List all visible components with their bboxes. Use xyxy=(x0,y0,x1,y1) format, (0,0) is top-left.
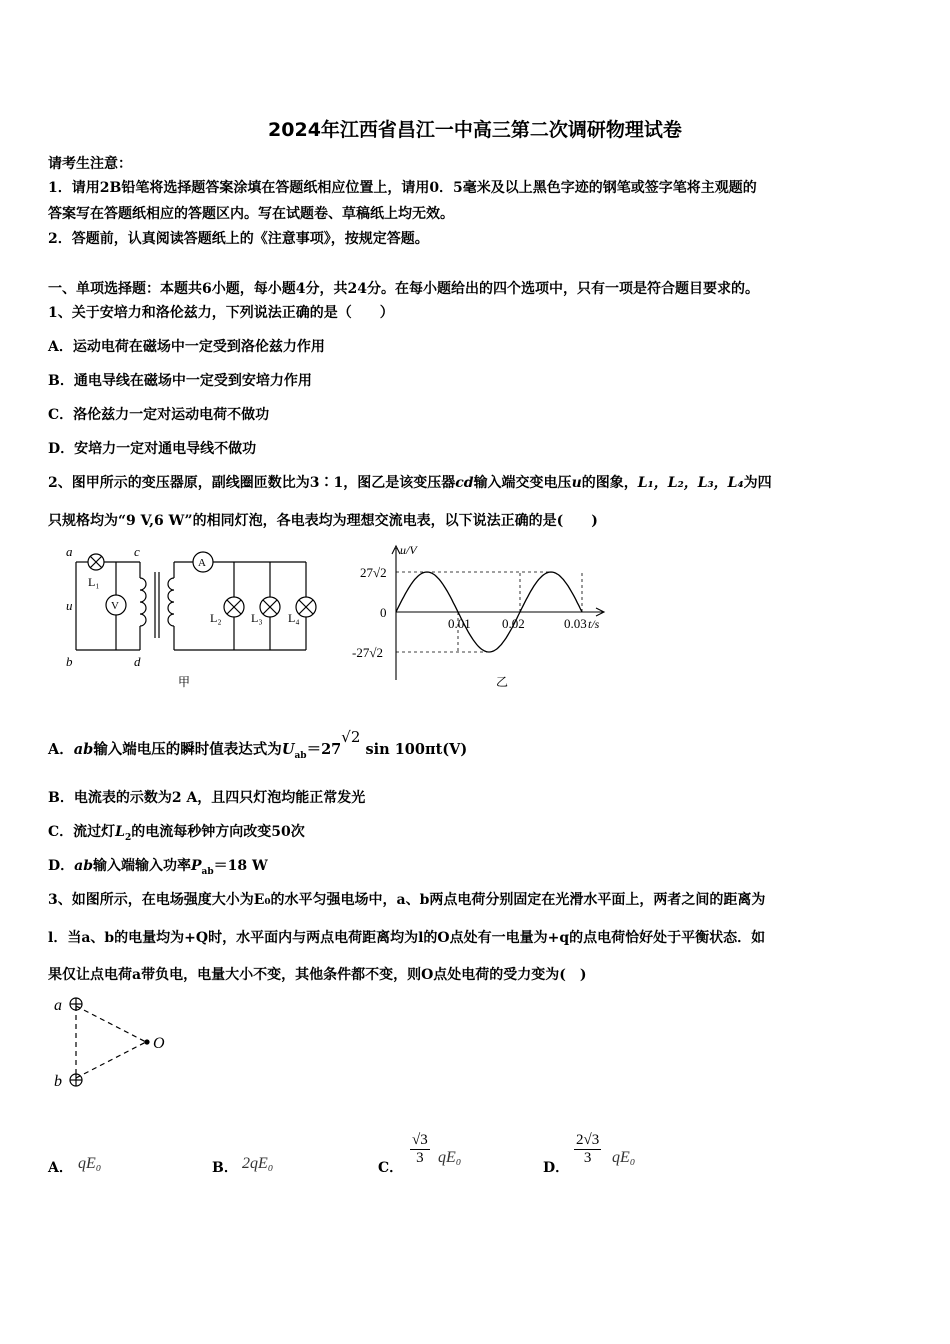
q2-stem-line-2: 只规格均为“9 V,6 W”的相同灯泡，各电表均为理想交流电表，以下说法正确的是( ) xyxy=(48,513,598,529)
q3-option-c-label: C． xyxy=(378,1160,404,1176)
origin-label: 0 xyxy=(380,605,387,620)
q2-option-c: C．流过灯$L_2$的电流每秒钟方向改变50次 xyxy=(48,824,305,843)
figure-caption-jia: 甲 xyxy=(178,675,191,689)
voltage-time-chart xyxy=(350,540,620,690)
voltmeter-label: V xyxy=(111,600,119,612)
x-tick-label: 0.02 xyxy=(502,616,525,631)
q1-option-b: B．通电导线在磁场中一定受到安培力作用 xyxy=(48,373,312,389)
transformer-circuit-diagram xyxy=(60,540,340,690)
q1-option-a: A．运动电荷在磁场中一定受到洛伦兹力作用 xyxy=(48,339,325,355)
q3-option-c-value: qE₀ xyxy=(438,1149,462,1166)
q3-option-b-label: B． xyxy=(212,1160,238,1176)
q2-stem-line-1: 2、图甲所示的变压器原，副线圈匝数比为3∶1，图乙是该变压器cd输入端交变电压u的图象，L₁，L₂，L₃，L₄为四 xyxy=(48,475,772,491)
q1-option-d: D．安培力一定对通电导线不做功 xyxy=(48,441,257,457)
notice-line-2: 2．答题前，认真阅读答题纸上的《注意事项》，按规定答题。 xyxy=(48,231,429,247)
q2-option-b: B．电流表的示数为2 A，且四只灯泡均能正常发光 xyxy=(48,790,366,806)
q1-stem: 1、关于安培力和洛伦兹力，下列说法正确的是（ ） xyxy=(48,305,394,321)
figure-caption-yi: 乙 xyxy=(496,675,509,689)
l4-label: L₄ xyxy=(288,611,300,625)
voltage-u-label: u xyxy=(66,598,73,613)
x-axis-label: t/s xyxy=(588,617,600,631)
q3-option-c-fraction: $\frac{√3}{3}$ xyxy=(412,1132,428,1166)
notice-line-1a: 1．请用2B铅笔将选择题答案涂填在答题纸相应位置上，请用0．5毫米及以上黑色字迹的钢笔或签字笔将主观题的 xyxy=(48,180,757,196)
q3-option-b-value: 2qE₀ xyxy=(242,1155,274,1172)
q2-option-a: A．ab输入端电压的瞬时值表达式为$U_{ab}=27√2$ sin 100πt(V) xyxy=(48,728,468,761)
y-tick-label: 27√2 xyxy=(360,565,387,580)
notice-line-1b: 答案写在答题纸相应的答题区内。写在试题卷、草稿纸上均无效。 xyxy=(48,206,454,222)
q3-stem-line-1: 3、如图所示，在电场强度大小为E₀的水平匀强电场中，a、b两点电荷分别固定在光滑水平面上，两者之间的距离为 xyxy=(48,892,766,908)
page-title: 2024年江西省昌江一中高三第二次调研物理试卷 xyxy=(268,119,682,141)
x-tick-label: 0.03 xyxy=(564,616,587,631)
sqrt2-symbol: √2 xyxy=(341,728,361,746)
charge-b-label: b xyxy=(54,1073,62,1090)
q3-option-a-value: qE₀ xyxy=(78,1155,102,1172)
l2-label: L₂ xyxy=(210,611,222,625)
terminal-c-label: c xyxy=(134,544,140,559)
q2-option-d: D．ab输入端输入功率$P_{ab}=18$ W xyxy=(48,858,268,877)
l1-label: L₁ xyxy=(88,575,100,589)
terminal-a-label: a xyxy=(66,544,73,559)
q1-option-c: C．洛伦兹力一定对运动电荷不做功 xyxy=(48,407,270,423)
q3-option-a-label: A． xyxy=(48,1160,73,1176)
q3-stem-line-2: l．当a、b的电量均为+Q时，水平面内与两点电荷距离均为l的O点处有一电量为+q的点电荷恰好处于平衡状态．如 xyxy=(48,930,766,946)
y-axis-label: u/V xyxy=(400,543,417,557)
section-heading: 一、单项选择题：本题共6小题，每小题4分，共24分。在每小题给出的四个选项中，只有一项是符合题目要求的。 xyxy=(48,281,759,297)
charges-triangle-diagram xyxy=(52,992,182,1092)
cd-label: cd xyxy=(455,475,474,491)
l3-label: L₃ xyxy=(251,611,263,625)
y-tick-label: -27√2 xyxy=(352,645,383,660)
ammeter-label: A xyxy=(198,557,206,569)
q3-option-d-label: D． xyxy=(543,1160,570,1176)
terminal-b-label: b xyxy=(66,654,73,669)
notice-heading: 请考生注意： xyxy=(48,156,132,172)
q3-option-d-fraction: $\frac{2√3}{3}$ xyxy=(576,1132,600,1166)
point-o-label: O xyxy=(153,1035,165,1052)
q3-option-d-value: qE₀ xyxy=(612,1149,636,1166)
q3-stem-line-3: 果仅让点电荷a带负电，电量大小不变，其他条件都不变，则O点处电荷的受力变为( ) xyxy=(48,967,587,983)
lamps-list: L₁，L₂，L₃，L₄ xyxy=(637,475,744,491)
charge-a-label: a xyxy=(54,997,62,1014)
x-tick-label: 0.01 xyxy=(448,616,471,631)
terminal-d-label: d xyxy=(134,654,141,669)
